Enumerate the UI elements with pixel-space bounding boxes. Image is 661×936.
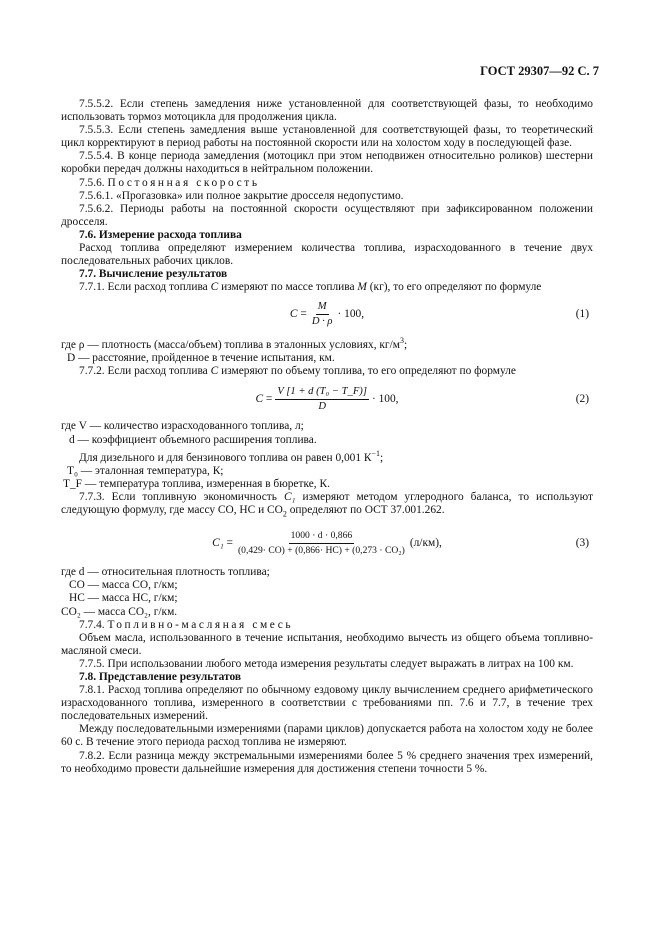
- definition-d-note: [61, 447, 593, 465]
- fraction-denominator: D: [318, 400, 326, 412]
- definitions-1: [61, 334, 593, 365]
- fraction-numerator: M: [316, 301, 329, 315]
- heading-7-7-4: [61, 619, 593, 632]
- text-span: где ρ — плотность (масса/объем) топлива в эталонных условиях, кг/м: [61, 339, 400, 352]
- fraction-numerator: V [1 + d (T₀ − T_F)]: [275, 386, 369, 400]
- definition-density: где d — относительная плотность топлива;: [61, 566, 270, 579]
- text-span: ;: [380, 451, 384, 464]
- definition-co2: СО₂ — масса СО₂, г/км.: [61, 605, 178, 618]
- formula-tail: (л/км),: [409, 536, 442, 549]
- superscript: −1: [371, 448, 381, 458]
- formula-lhs: C₁: [212, 536, 224, 549]
- paragraph-7-5-6-2: 7.5.6.2. Периоды работы на постоянной скорости осуществляют при зафиксированном положении дросселя.: [61, 202, 593, 228]
- formula-tail: · 100,: [337, 307, 365, 320]
- paragraph-7-7-5: 7.7.5. При использовании любого метода измерения результаты следует выражать в литрах на 100 км.: [79, 657, 574, 670]
- fraction: [310, 301, 335, 328]
- fraction: [236, 530, 407, 557]
- definition-hc: НС — масса НС, г/км;: [69, 592, 178, 605]
- text-span: (кг), то его определяют по формуле: [369, 281, 542, 294]
- formula-number: (3): [575, 536, 589, 549]
- heading-7-8: 7.8. Представление результатов: [79, 670, 242, 683]
- paragraph-7-8-1: 7.8.1. Расход топлива определяют по обычному ездовому циклу вычислением среднего арифметического израсходованного топлива, измеренного в соответствии с требованиями пп. 7.6 и 7.7, в течение трех последовательных измерений.: [61, 684, 593, 723]
- heading-7-5-6: [61, 177, 593, 190]
- paragraph-7-8-1-b: Между последовательными измерениями (парами циклов) допускается работа на холостом ходу не более 60 с. В течение этого периода расход топлива не измеряют.: [61, 723, 593, 749]
- definition-v: где V — количество израсходованного топлива, л;: [61, 420, 304, 433]
- text-span: 7.7.3. Если топливную экономичность: [79, 490, 277, 503]
- paragraph-7-7-1: [61, 281, 593, 294]
- formula-lhs: C: [289, 307, 298, 320]
- subscript: 2: [282, 509, 287, 519]
- text-span: 7.7.2. Если расход топлива: [79, 365, 208, 378]
- heading-text: Постоянная скорость: [107, 176, 260, 189]
- page-header: ГОСТ 29307—92 С. 7: [480, 64, 599, 78]
- formula-lhs: C: [255, 392, 264, 405]
- text-span: 7.7.1. Если расход топлива: [79, 281, 208, 294]
- definition-d: d — коэффициент объемного расширения топлива.: [69, 433, 317, 446]
- definition-rho: [61, 334, 593, 352]
- text-span: измеряют методом углеродного баланса, то используют следующую формулу, где массу СО, НС и СО: [61, 490, 593, 516]
- formula-3: C₁ = $\frac{1000 \cdot d \cdot 0,866}{\text{(0,429· CO) + (0,866· HC) + (0,273 · CO₂)}}$ (л/км), (3): [212, 529, 589, 556]
- heading-text: Топливно-масляная смесь: [107, 618, 294, 631]
- fraction: [275, 386, 369, 413]
- symbol-c1: C₁: [283, 490, 296, 503]
- formula-number: (2): [575, 392, 589, 405]
- heading-7-7: 7.7. Вычисление результатов: [79, 268, 228, 281]
- text-span: измеряют по объему топлива, то его определяют по формуле: [221, 365, 516, 378]
- formula-1: C = $\frac{M}{D \cdot \rho}$ · 100, (1): [289, 300, 589, 327]
- fraction-numerator: 1000 · d · 0,866: [289, 530, 355, 544]
- definition-t0: T₀ — эталонная температура, К;: [67, 464, 224, 477]
- definitions-2: [61, 420, 593, 490]
- definition-co: СО — масса СО, г/км;: [69, 579, 178, 592]
- paragraph-7-6: Расход топлива определяют измерением количества топлива, израсходованного в течение двух последовательных рабочих циклов.: [61, 242, 593, 268]
- document-body: [61, 98, 593, 776]
- symbol-c: C: [210, 281, 219, 294]
- superscript: 3: [399, 336, 404, 346]
- formula-2: C = $\frac{\text{V [1 + d (T₀ − T\_F)]}}{D}$ · 100, (2): [255, 385, 589, 412]
- paragraph-7-7-4: Объем масла, использованного в течение испытания, необходимо вычесть из общего объема топливно-масляной смеси.: [61, 631, 593, 657]
- formula-tail: · 100,: [371, 392, 399, 405]
- paragraph-7-5-5-4: 7.5.5.4. В конце периода замедления (мотоцикл при этом неподвижен относительно роликов) шестерни коробки передач должны находиться в нейтральном положении.: [61, 150, 593, 176]
- heading-7-6: 7.6. Измерение расхода топлива: [79, 228, 242, 241]
- definitions-3: [61, 566, 593, 618]
- formula-number: (1): [575, 307, 589, 320]
- paragraph-7-8-2: 7.8.2. Если разница между экстремальными измерениями более 5 % среднего значения трех измерений, то необходимо провести дальнейшие измерения для достижения степени точности 5 %.: [61, 749, 593, 775]
- paragraph-7-7-3: [61, 491, 593, 520]
- text-span: Для дизельного и для бензинового топлива он равен 0,001 К: [79, 451, 372, 464]
- definition-d: D — расстояние, пройденное в течение испытания, км.: [67, 352, 335, 365]
- symbol-c: C: [210, 365, 219, 378]
- paragraph-7-5-5-3: 7.5.5.3. Если степень замедления выше установленной для соответствующей фазы, то теоретический цикл корректируют в период работы на постоянной скорости или на холостом ходу в последующей фазе.: [61, 124, 593, 150]
- text-span: измеряют по массе топлива: [221, 281, 355, 294]
- paragraph-7-7-2: [61, 365, 593, 378]
- definition-tf: T_F — температура топлива, измеренная в бюретке, К.: [63, 477, 330, 490]
- text-span: определяют по ОСТ 37.001.262.: [289, 503, 445, 516]
- fraction-denominator: (0,429· CO) + (0,866· HC) + (0,273 · CO₂): [237, 544, 405, 556]
- text-span: ;: [403, 339, 408, 352]
- fraction-denominator: D · ρ: [311, 315, 333, 327]
- heading-number: 7.5.6.: [79, 176, 105, 189]
- paragraph-7-5-6-1: 7.5.6.1. «Прогазовка» или полное закрытие дросселя недопустимо.: [79, 189, 404, 202]
- heading-number: 7.7.4.: [79, 618, 105, 631]
- symbol-m: M: [357, 281, 367, 294]
- paragraph-7-5-5-2: 7.5.5.2. Если степень замедления ниже установленной для соответствующей фазы, то необходимо использовать тормоз мотоцикла для продолжения цикла.: [61, 98, 593, 124]
